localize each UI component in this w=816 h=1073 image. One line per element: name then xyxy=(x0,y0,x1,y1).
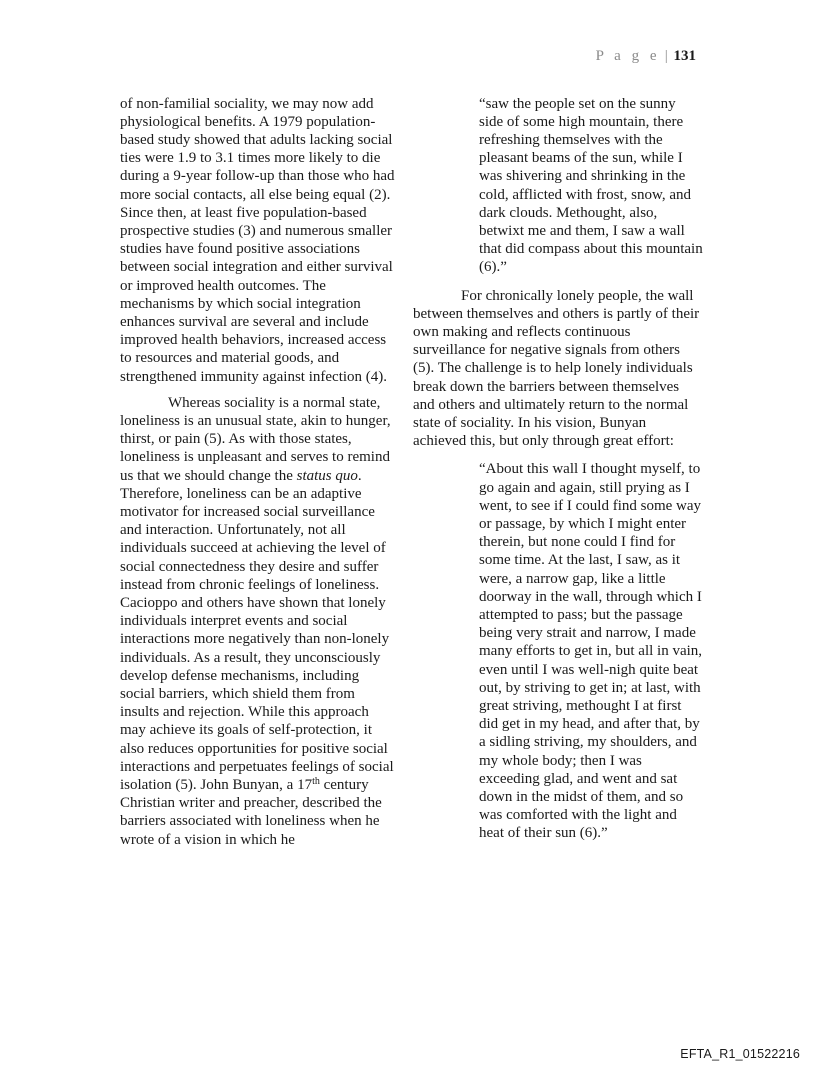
document-id: EFTA_R1_01522216 xyxy=(680,1047,800,1061)
page-header xyxy=(596,48,696,65)
paragraph-loneliness xyxy=(120,394,395,849)
paragraph-physiological-benefits: of non-familial sociality, we may now add physiological benefits. A 1979 population-based study showed that adults lacking social ties were 1.9 to 3.1 times more likely to die during a 9-year follow-up than those who had more social contacts, all else being equal (2). Since then, at least five population-based prospective studies (3) and numerous smaller studies have found positive associations between social integration and either survival or improved health outcomes. The mechanisms by which social integration enhances survival are several and include improved health behaviors, increased access to resources and material goods, and strengthened immunity against infection (4). xyxy=(120,95,395,385)
paragraph-loneliness-text-2: . Therefore, loneliness can be an adaptive motivator for increased social surveillance and interaction. Unfortunately, not all individuals succeed at achieving the level of social connectedness they desire and suffer instead from chronic feelings of loneliness. Cacioppo and others have shown that lonely individuals interpret events and social interactions more negatively than non-lonely individuals. As a result, they unconsciously develop defense mechanisms, including social barriers, which shield them from insults and rejection. While this approach may achieve its goals of self-protection, it also reduces opportunities for positive social interactions and perpetuates feelings of social isolation (5). John Bunyan, a 17 xyxy=(120,467,394,794)
bunyan-quote-mountain: “saw the people set on the sunny side of some high mountain, there refreshing themselves with the pleasant beams of the sun, while I was shivering and shrinking in the cold, afflicted with frost, snow, and dark clouds. Methought, also, betwixt me and them, I saw a wall that did compass about this mountain (6).” xyxy=(479,95,703,276)
right-column xyxy=(413,95,703,843)
page-number: 131 xyxy=(673,48,696,64)
left-column xyxy=(120,95,395,849)
status-quo-italic: status quo xyxy=(296,467,358,484)
bunyan-quote-wall: “About this wall I thought myself, to go again and again, still prying as I went, to see if I could find some way or passage, by which I might enter therein, but none could I find for some time. At the last, I saw, as it were, a narrow gap, like a little doorway in the wall, through which I attempted to pass; but the passage being very strait and narrow, I made many efforts to get in, but all in vain, even until I was well-nigh quite beat out, by striving to get in; at last, with great striving, methought I at first did get in my head, and after that, by a sidling striving, my shoulders, and my whole body; then I was exceeding glad, and went and sat down in the midst of them, and so was comforted with the light and heat of their sun (6).” xyxy=(479,461,703,842)
paragraph-chronically-lonely: For chronically lonely people, the wall between themselves and others is partly of their own making and reflects continuous surveillance for negative signals from others (5). The challenge is to help lonely individuals break down the barriers between themselves and others and ultimately return to the normal state of sociality. In his vision, Bunyan achieved this, but only through great effort: xyxy=(413,287,700,450)
ordinal-superscript: th xyxy=(312,776,320,788)
header-separator: | xyxy=(664,48,668,64)
paragraph-loneliness-text-1: Whereas sociality is a normal state, loneliness is an unusual state, akin to hunger, thirst, or pain (5). As with those states, loneliness is unpleasant and serves to remind us that we should change the xyxy=(120,394,391,484)
page-label: P a g e xyxy=(595,48,660,64)
paragraph-loneliness-text-3: century Christian writer and preacher, described the barriers associated with loneliness when he wrote of a vision in which he xyxy=(120,777,382,848)
